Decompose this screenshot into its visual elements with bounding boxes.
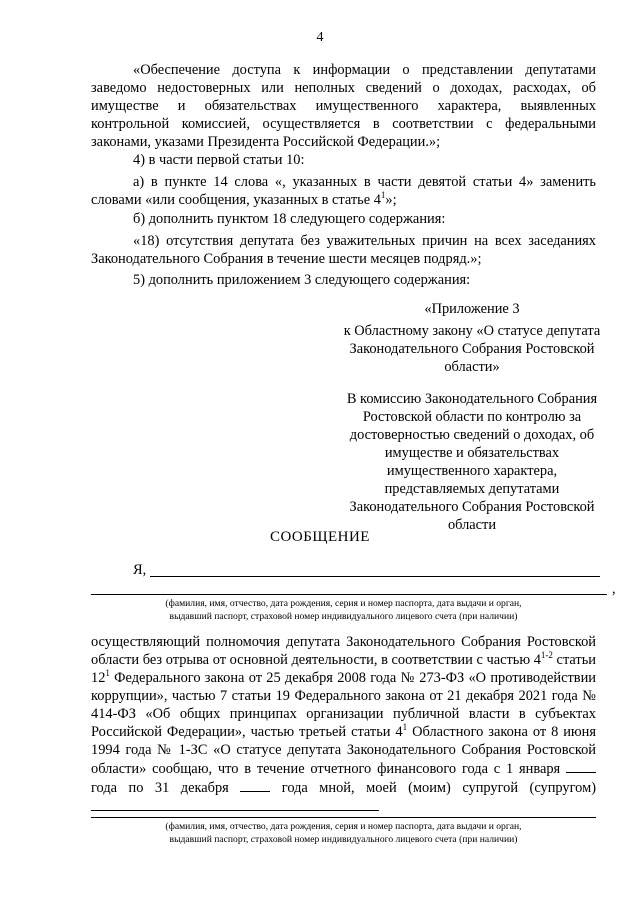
- body-s5: года по 31 декабря: [91, 780, 241, 796]
- item-a: [91, 173, 596, 209]
- spouse-fill[interactable]: [91, 797, 379, 811]
- body-s1-sup: 1-2: [540, 650, 553, 661]
- addressee-block: В комиссию Законодательного Собрания Ростовской области по контролю за достоверностью сведений о доходах, об имуществе и обязательствах имущественного характера, представляемых депутатами Законодательного Собрания Ростовской области: [346, 391, 598, 533]
- item-b: б) дополнить пунктом 18 следующего содержания:: [133, 211, 446, 227]
- hint-2-line-1: (фамилия, имя, отчество, дата рождения, серия и номер паспорта, дата выдачи и орган,: [165, 821, 522, 832]
- ya-label: Я,: [133, 562, 147, 578]
- comma: ,: [612, 581, 616, 597]
- body-s2: статьи 12: [91, 652, 596, 686]
- appendix-title: «Приложение 3: [424, 301, 520, 317]
- item-18: «18) отсутствия депутата без уважительных причин на всех заседаниях Законодательного Собрания в течение шести месяцев подряд.»;: [91, 233, 596, 267]
- body-s2-sup: 1: [105, 668, 110, 679]
- quoted-paragraph: «Обеспечение доступа к информации о представлении депутатами заведомо недостоверных или неполных сведений о доходах, расходах, об имуществе и обязательствах имущественного характера, выявленных контрольной комиссией, осуществляется в соответствии с федеральными законами, указами Президента Российской Федерации.»;: [91, 62, 596, 150]
- body-s3: Федерального закона от 25 декабря 2008 года № 273-ФЗ «О противодействии коррупции», частью 7 статьи 19 Федерального закона от 21 декабря 2021 года № 414-ФЗ «Об общих принципах организации публичной власти в субъектах Российской Федерации», частью третьей статьи 4: [91, 670, 596, 740]
- item-a-text: а) в пункте 14 слова «, указанных в части девятой статьи 4» заменить словами «или сообщения, указанных в статье 4: [91, 174, 596, 208]
- item-4: 4) в части первой статьи 10:: [133, 152, 305, 168]
- page-number: 4: [316, 30, 324, 45]
- name-fill-line-2[interactable]: [91, 594, 607, 595]
- document-heading: СООБЩЕНИЕ: [270, 529, 370, 545]
- name-fill-line-1[interactable]: [150, 576, 600, 577]
- hint-1-line-2: выдавший паспорт, страховой номер индивидуального лицевого счета (при наличии): [169, 611, 518, 622]
- item-5: 5) дополнить приложением 3 следующего содержания:: [133, 272, 471, 288]
- spouse-fill-line-2[interactable]: [91, 817, 596, 818]
- body-s6: года мной, моей (моим) супругой (супругом): [270, 780, 596, 796]
- body-s3-sup: 1: [402, 722, 408, 733]
- body-s1: осуществляющий полномочия депутата Законодательного Собрания Ростовской области без отрыва от основной деятельности, в соответствии с частью 4: [91, 634, 596, 668]
- body-s4: Областного закона от 8 июня 1994 года № 1-ЗС «О статусе депутата Законодательного Собрания Ростовской области» сообщаю, что в течение отчетного финансового года с 1 января: [91, 724, 596, 777]
- year-end-fill[interactable]: [240, 778, 270, 792]
- year-start-fill[interactable]: [566, 759, 596, 773]
- hint-2-line-2: выдавший паспорт, страховой номер индивидуального лицевого счета (при наличии): [169, 834, 518, 845]
- item-a-sup: 1: [380, 190, 386, 201]
- item-a-end: »;: [385, 192, 397, 208]
- appendix-reference: к Областному закону «О статусе депутата Законодательного Собрания Ростовской области»: [343, 323, 601, 375]
- declaration-body: [91, 633, 596, 816]
- hint-1-line-1: (фамилия, имя, отчество, дата рождения, серия и номер паспорта, дата выдачи и орган,: [165, 598, 522, 609]
